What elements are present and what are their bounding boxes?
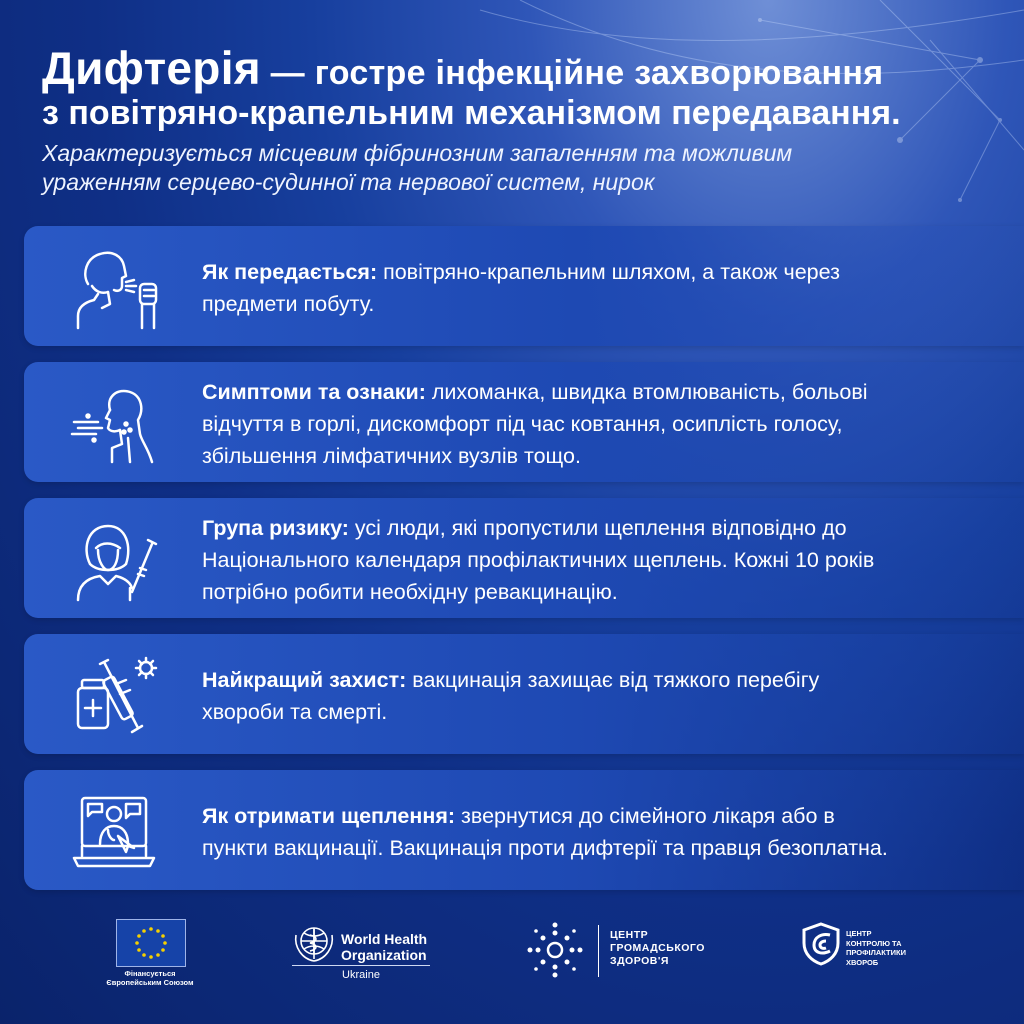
footer-logos — [0, 905, 1024, 1015]
who-line-2: Organization — [341, 947, 427, 963]
eu-caption — [100, 969, 200, 987]
card-text — [202, 664, 1002, 728]
card-transmission — [24, 226, 1024, 346]
online-doctor-icon — [68, 790, 158, 874]
card-heading: Група ризику: — [202, 516, 349, 540]
cgz-line-1: ЦЕНТР — [610, 929, 649, 941]
cgz-name — [610, 929, 705, 968]
who-name — [341, 931, 427, 963]
cdc-line-2: КОНТРОЛЮ ТА — [846, 938, 902, 948]
card-line-1: повітряно-крапельним шляхом, а також через — [377, 260, 840, 284]
who-divider — [292, 965, 430, 966]
card-line-2: хвороби та смерті. — [202, 700, 388, 724]
card-text — [202, 376, 1002, 472]
card-heading: Симптоми та ознаки: — [202, 380, 426, 404]
subtitle-line-2: ураженням серцево-судинної та нервової систем, нирок — [42, 169, 655, 195]
cdc-line-3: ПРОФІЛАКТИКИ — [846, 948, 906, 957]
card-line-2: предмети побуту. — [202, 292, 375, 316]
sick-person-icon — [68, 382, 158, 466]
card-line-3: потрібно робити необхідну ревакцинацію. — [202, 580, 618, 604]
card-line-1: вакцинація захищає від тяжкого перебігу — [406, 668, 820, 692]
cdc-name — [846, 929, 906, 967]
card-heading: Найкращий захист: — [202, 668, 407, 692]
card-best-protection — [24, 634, 1024, 754]
cdc-shield-logo-icon — [800, 921, 842, 967]
cgz-line-2: ГРОМАДСЬКОГО — [610, 942, 705, 954]
card-how-to-vaccinate — [24, 770, 1024, 890]
subtitle — [42, 139, 1002, 197]
card-line-3: збільшення лімфатичних вузлів тощо. — [202, 444, 581, 468]
card-heading: Як отримати щеплення: — [202, 804, 456, 828]
eu-flag-logo — [116, 919, 186, 967]
who-line-1: World Health — [341, 931, 428, 947]
person-coughing-icon — [68, 246, 158, 330]
card-line-1: звернутися до сімейного лікаря або в — [455, 804, 835, 828]
card-line-1: лихоманка, швидка втомлюваність, больові — [425, 380, 868, 404]
eu-caption-line-1: Фінансується — [124, 969, 176, 978]
nurse-syringe-icon — [68, 518, 158, 602]
disease-name: Дифтерія — [42, 42, 261, 94]
who-country: Ukraine — [342, 969, 380, 981]
card-text — [202, 800, 1002, 864]
card-text — [202, 512, 1002, 608]
card-text — [202, 256, 1002, 320]
title-rest: — гостре інфекційне захворювання — [260, 54, 884, 92]
vaccine-vial-icon — [68, 654, 158, 738]
card-symptoms — [24, 362, 1024, 482]
card-line-2: відчуття в горлі, дискомфорт під час ковтання, осиплість голосу, — [202, 412, 843, 436]
card-line-1: усі люди, які пропустили щеплення відповідно до — [348, 516, 847, 540]
public-health-center-logo-icon — [524, 919, 586, 981]
cdc-line-1: ЦЕНТР — [846, 929, 872, 938]
cgz-line-3: ЗДОРОВ'Я — [610, 955, 669, 967]
card-risk-group — [24, 498, 1024, 618]
title-line-1 — [42, 42, 1002, 94]
eu-caption-line-2: Європейським Союзом — [106, 978, 194, 987]
who-emblem-icon — [292, 923, 336, 963]
cgz-divider — [598, 925, 599, 977]
title-block — [42, 42, 1002, 197]
card-line-2: пункти вакцинації. Вакцинація проти дифтерії та правця безоплатна. — [202, 836, 888, 860]
title-line-2: з повітряно-крапельним механізмом передавання. — [42, 94, 901, 132]
cdc-line-4: ХВОРОБ — [846, 957, 879, 967]
card-line-2: Національного календаря профілактичних щеплень. Кожні 10 років — [202, 548, 875, 572]
card-heading: Як передається: — [202, 260, 378, 284]
subtitle-line-1: Характеризується місцевим фібринозним запаленням та можливим — [42, 140, 793, 166]
eu-stars-icon — [117, 920, 185, 966]
